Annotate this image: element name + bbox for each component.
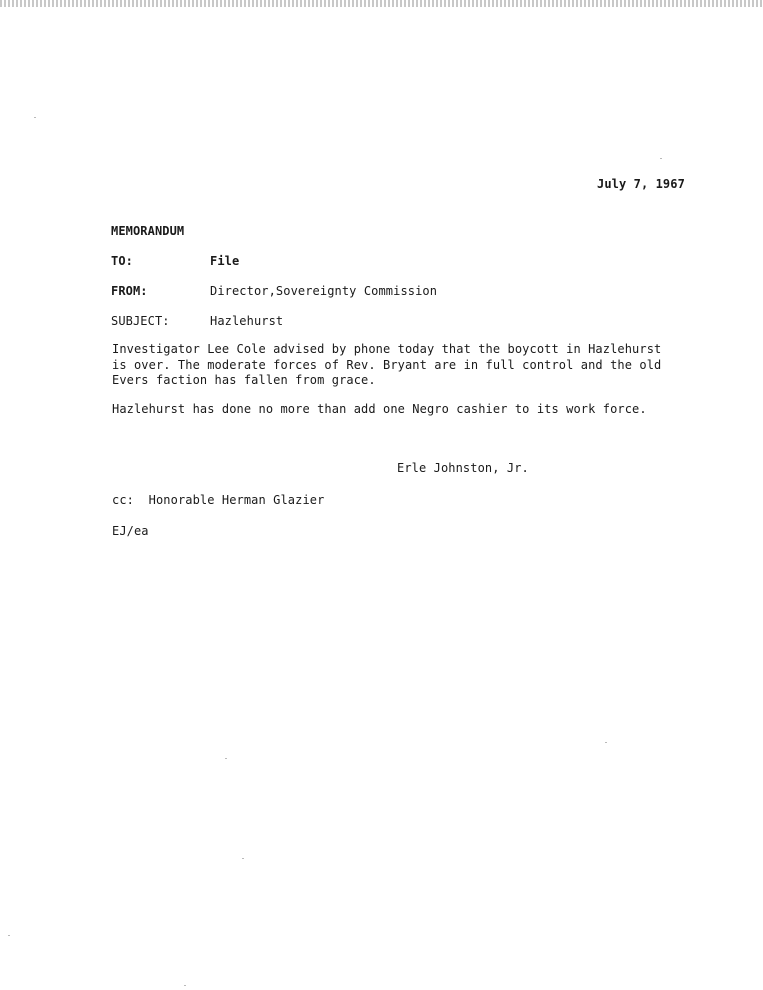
reference-initials: EJ/ea [112,524,149,538]
from-label: FROM: [111,284,148,298]
memo-date: July 7, 1967 [597,177,685,191]
scan-speck [184,985,186,986]
subject-value: Hazlehurst [210,314,284,328]
memo-paragraph-2: Hazlehurst has done no more than add one Negro cashier to its work force. [112,402,647,416]
cc-value: Honorable Herman Glazier [148,493,325,507]
memo-paragraph-1 [112,342,692,389]
scan-top-edge [0,0,763,7]
signature-line: Erle Johnston, Jr. [397,461,529,475]
paragraph-1-line-3: Evers faction has fallen from grace. [112,373,376,387]
to-label: TO: [111,254,133,268]
scan-speck [34,117,36,118]
from-value: Director,Sovereignty Commission [210,284,438,298]
scan-speck [242,858,244,859]
cc-label: cc: [112,493,134,507]
scan-speck [660,158,662,159]
subject-label: SUBJECT: [111,314,170,328]
scan-speck [8,935,10,936]
memo-heading: MEMORANDUM [111,224,185,238]
scan-speck [225,758,227,759]
scan-speck [605,742,607,743]
cc-line [112,493,324,508]
paragraph-1-line-2: is over. The moderate forces of Rev. Bryant are in full control and the old [112,357,662,372]
paragraph-1-line-1: Investigator Lee Cole advised by phone today that the boycott in Hazlehurst [112,342,662,356]
to-value: File [210,254,240,268]
